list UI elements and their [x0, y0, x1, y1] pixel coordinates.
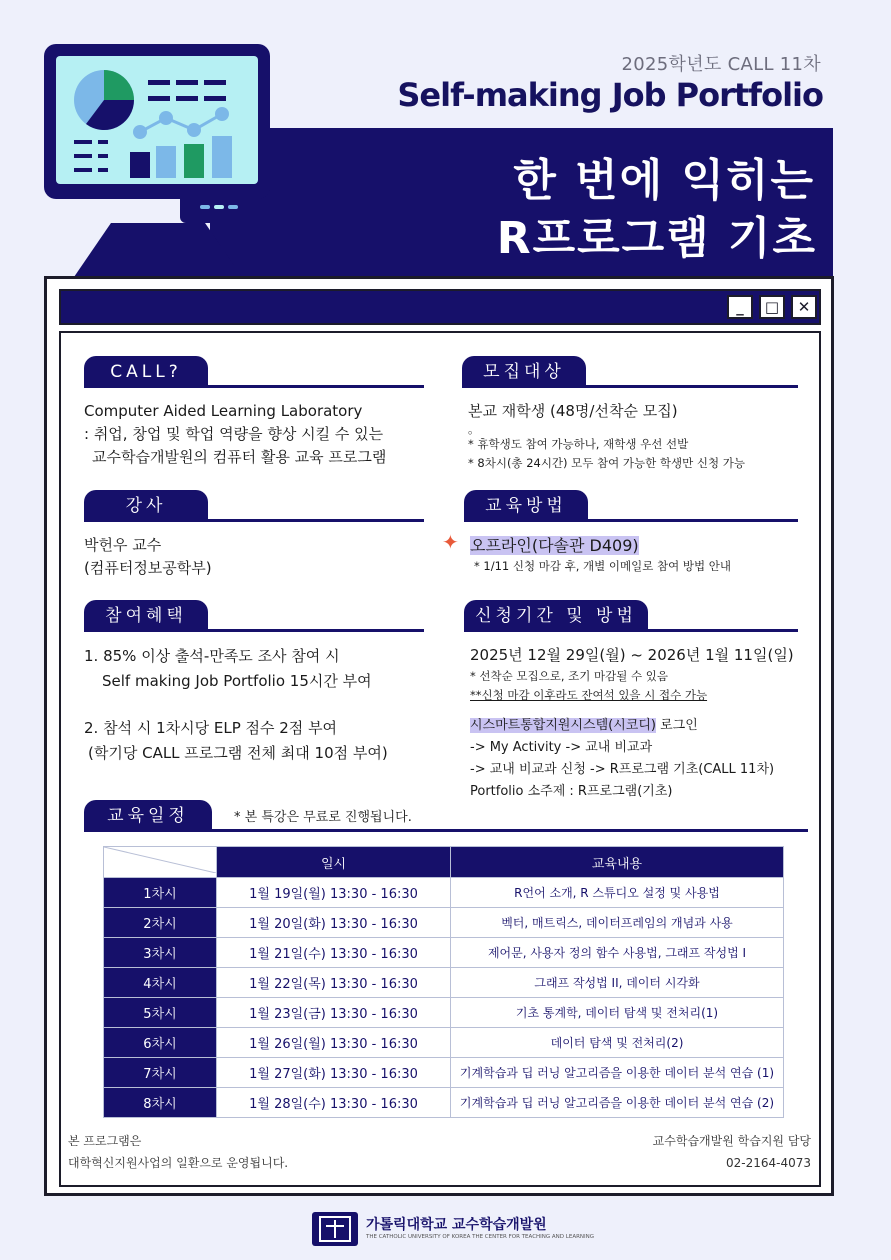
session-content: 제어문, 사용자 정의 함수 사용법, 그래프 작성법 I	[451, 938, 784, 968]
monitor-illustration	[44, 44, 270, 199]
table-row	[104, 1028, 784, 1058]
session-number: 3차시	[104, 938, 217, 968]
minimize-icon[interactable]: _	[727, 295, 753, 319]
table-row	[104, 878, 784, 908]
session-content: 그래프 작성법 II, 데이터 시각화	[451, 968, 784, 998]
instructor-department: (컴퓨터정보공학부)	[84, 559, 212, 577]
recruit-line-2: 。	[468, 422, 480, 436]
apply-step-2: -> 교내 비교과 신청 -> R프로그램 기초(CALL 11차)	[470, 762, 775, 777]
window-title-bar	[59, 289, 821, 325]
program-subtitle: 2025학년도 CALL 11차	[621, 54, 821, 75]
method-info	[470, 534, 731, 576]
apply-system-link[interactable]: 시스마트통합지원시스템(시코디)	[470, 718, 656, 733]
call-line-3: 교수학습개발원의 컴퓨터 활용 교육 프로그램	[92, 448, 387, 466]
call-rule	[208, 385, 424, 388]
session-date: 1월 27일(화) 13:30 - 16:30	[217, 1058, 451, 1088]
logo-english: THE CATHOLIC UNIVERSITY OF KOREA THE CENTER FOR TEACHING AND LEARNING	[366, 1234, 595, 1240]
recruit-tab: 모집대상	[462, 356, 586, 388]
instructor-tab: 강사	[84, 490, 208, 522]
footer-left-line-1: 본 프로그램은	[68, 1134, 142, 1148]
schedule-table	[103, 846, 784, 1118]
instructor-info	[84, 534, 212, 580]
apply-tab: 신청기간 및 방법	[464, 600, 648, 632]
table-row	[104, 968, 784, 998]
contact-phone: 02-2164-4073	[725, 1156, 811, 1170]
session-date: 1월 21일(수) 13:30 - 16:30	[217, 938, 451, 968]
footer-funding	[68, 1130, 288, 1174]
dashboard-chart-icon	[56, 56, 258, 184]
instructor-name: 박헌우 교수	[84, 536, 162, 554]
title-banner	[210, 128, 833, 276]
call-section	[84, 356, 424, 476]
sparkle-icon: ✦	[442, 530, 459, 554]
method-location: 오프라인(다솔관 D409)	[470, 536, 639, 555]
table-row	[104, 908, 784, 938]
session-date: 1월 28일(수) 13:30 - 16:30	[217, 1088, 451, 1118]
logo-name: 가톨릭대학교 교수학습개발원	[366, 1217, 547, 1233]
method-tab: 교육방법	[464, 490, 588, 522]
instructor-section	[84, 490, 424, 590]
apply-note-2: **신청 마감 이후라도 잔여석 있을 시 접수 가능	[470, 688, 708, 702]
call-line-1: Computer Aided Learning Laboratory	[84, 402, 363, 420]
monitor-base	[180, 199, 255, 223]
session-content: 기초 통계학, 데이터 탐색 및 전처리(1)	[451, 998, 784, 1028]
table-row	[104, 998, 784, 1028]
session-number: 7차시	[104, 1058, 217, 1088]
program-title: Self-making Job Portfolio	[397, 76, 823, 114]
apply-step-1: -> My Activity -> 교내 비교과	[470, 740, 653, 755]
session-number: 8차시	[104, 1088, 217, 1118]
recruit-line-4: * 8차시(총 24시간) 모두 참여 가능한 학생만 신청 가능	[468, 456, 745, 470]
session-number: 4차시	[104, 968, 217, 998]
apply-period: 2025년 12월 29일(월) ~ 2026년 1월 11일(일)	[470, 646, 794, 664]
session-date: 1월 22일(목) 13:30 - 16:30	[217, 968, 451, 998]
recruit-section	[462, 356, 798, 476]
apply-section	[464, 600, 798, 800]
benefit-section	[84, 600, 424, 780]
session-content: R언어 소개, R 스튜디오 설정 및 사용법	[451, 878, 784, 908]
session-content: 데이터 탐색 및 전처리(2)	[451, 1028, 784, 1058]
table-row	[104, 1088, 784, 1118]
instructor-rule	[208, 519, 424, 522]
banner-line-2: R프로그램 기초	[496, 213, 817, 264]
recruit-line-1: 본교 재학생 (48명/선착순 모집)	[468, 402, 678, 420]
benefit-line-1: 1. 85% 이상 출석-만족도 조사 참여 시	[84, 647, 340, 665]
university-logo	[312, 1212, 595, 1246]
schedule-rule	[212, 829, 808, 832]
recruit-line-3: * 휴학생도 참여 가능하나, 재학생 우선 선발	[468, 437, 689, 451]
call-tab: CALL?	[84, 356, 208, 388]
footer-contact	[653, 1130, 811, 1174]
session-content: 벡터, 매트릭스, 데이터프레임의 개념과 사용	[451, 908, 784, 938]
session-content: 기계학습과 딥 러닝 알고리즘을 이용한 데이터 분석 연습 (2)	[451, 1088, 784, 1118]
session-number: 5차시	[104, 998, 217, 1028]
indicator-lights-icon	[180, 199, 255, 223]
benefit-info	[84, 644, 388, 766]
session-number: 2차시	[104, 908, 217, 938]
benefit-line-2: Self making Job Portfolio 15시간 부여	[102, 672, 372, 690]
method-rule	[588, 519, 798, 522]
session-date: 1월 23일(금) 13:30 - 16:30	[217, 998, 451, 1028]
close-icon[interactable]: ✕	[791, 295, 817, 319]
header-datetime: 일시	[217, 847, 451, 878]
header-content: 교육내용	[451, 847, 784, 878]
schedule-section	[84, 800, 808, 836]
session-date: 1월 20일(화) 13:30 - 16:30	[217, 908, 451, 938]
footer-left-line-2: 대학혁신지원사업의 일환으로 운영됩니다.	[68, 1156, 289, 1170]
session-number: 1차시	[104, 878, 217, 908]
university-seal-icon	[312, 1212, 358, 1246]
recruit-description	[468, 400, 745, 473]
session-number: 6차시	[104, 1028, 217, 1058]
table-corner	[104, 847, 217, 878]
call-description	[84, 400, 386, 469]
session-date: 1월 19일(월) 13:30 - 16:30	[217, 878, 451, 908]
method-section	[442, 490, 798, 590]
dashboard-screen	[56, 56, 258, 184]
apply-note-1: * 선착순 모집으로, 조기 마감될 수 있음	[470, 669, 668, 683]
call-line-2: : 취업, 창업 및 학업 역량을 향상 시킬 수 있는	[84, 425, 384, 443]
apply-rule	[648, 629, 798, 632]
contact-department: 교수학습개발원 학습지원 담당	[652, 1134, 811, 1148]
table-row	[104, 938, 784, 968]
session-date: 1월 26일(월) 13:30 - 16:30	[217, 1028, 451, 1058]
apply-portfolio-topic: Portfolio 소주제 : R프로그램(기초)	[470, 784, 673, 799]
apply-info	[470, 644, 794, 803]
benefit-rule	[208, 629, 424, 632]
schedule-note: * 본 특강은 무료로 진행됩니다.	[234, 810, 412, 825]
diagonal-line-icon	[104, 847, 216, 873]
method-note: * 1/11 신청 마감 후, 개별 이메일로 참여 방법 안내	[474, 559, 731, 573]
banner-line-1: 한 번에 익히는	[513, 155, 815, 206]
benefit-line-4: (학기당 CALL 프로그램 전체 최대 10점 부여)	[88, 744, 388, 762]
recruit-rule	[586, 385, 798, 388]
apply-login-text: 로그인	[655, 718, 698, 733]
maximize-icon[interactable]: □	[759, 295, 785, 319]
session-content: 기계학습과 딥 러닝 알고리즘을 이용한 데이터 분석 연습 (1)	[451, 1058, 784, 1088]
schedule-tab: 교육일정	[84, 800, 212, 832]
benefit-tab: 참여혜택	[84, 600, 208, 632]
table-row	[104, 1058, 784, 1088]
benefit-line-3: 2. 참석 시 1차시당 ELP 점수 2점 부여	[84, 719, 338, 737]
